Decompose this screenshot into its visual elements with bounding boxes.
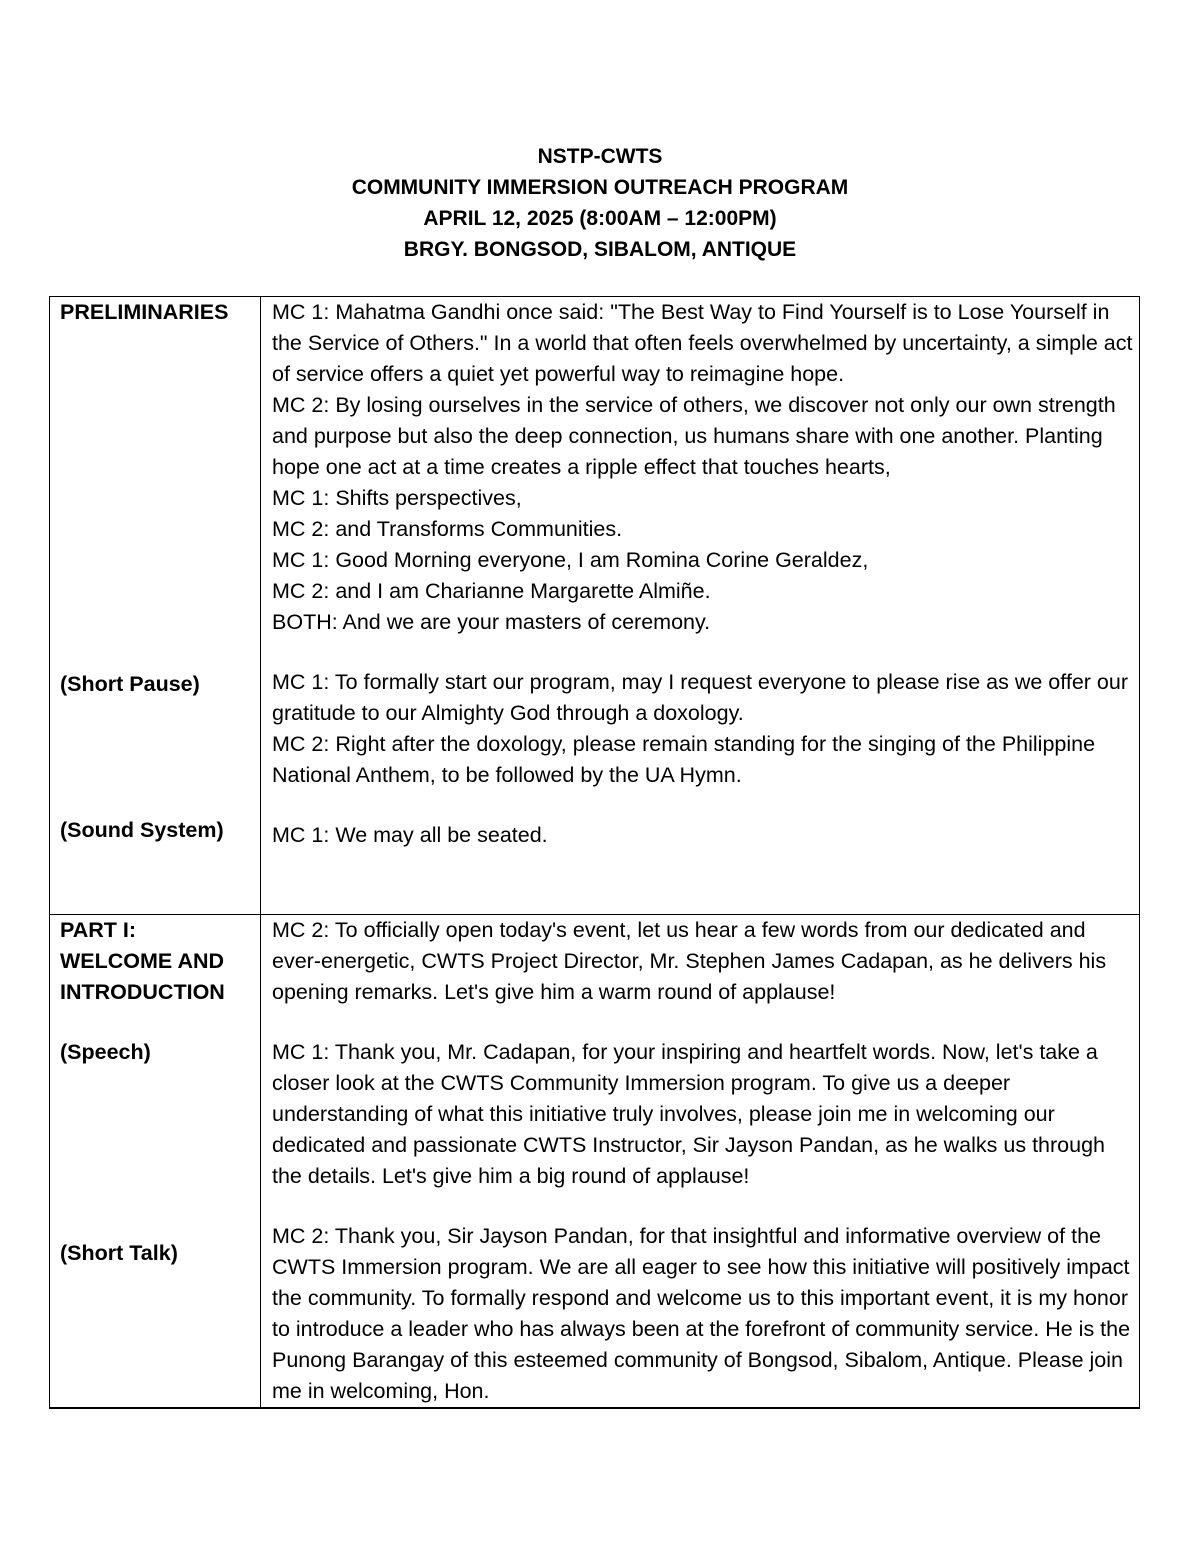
program-script-table	[49, 296, 1140, 1409]
table-row-part1	[50, 915, 1140, 1409]
script-line: MC 2: and Transforms Communities.	[272, 517, 623, 541]
script-line: MC 1: Mahatma Gandhi once said: "The Best Way to Find Yourself is to Lose Yourself in the Service of Others." In a world that often feels overwhelmed by uncertainty, a simple act of service offers a quiet yet powerful way to reimagine hope.	[272, 300, 1133, 386]
script-line: MC 2: Right after the doxology, please remain standing for the singing of the Philippine National Anthem, to be followed by the UA Hymn.	[272, 732, 1096, 787]
header-venue: BRGY. BONGSOD, SIBALOM, ANTIQUE	[403, 238, 797, 261]
paragraph-spacer	[272, 638, 1133, 667]
header-date-time: APRIL 12, 2025 (8:00AM – 12:00PM)	[423, 207, 777, 230]
paragraph-spacer	[272, 791, 1133, 820]
paragraph-spacer	[272, 1192, 1133, 1221]
part1-label-introduction: INTRODUCTION	[60, 980, 225, 1004]
preliminaries-script-cell	[261, 297, 1140, 915]
document-header	[0, 141, 1200, 265]
cue-sound-system: (Sound System)	[60, 818, 224, 842]
script-line: MC 1: Shifts perspectives,	[272, 486, 522, 510]
part1-label-welcome: WELCOME AND	[60, 949, 225, 973]
part1-script-cell	[261, 915, 1140, 1409]
script-line: MC 1: We may all be seated.	[272, 823, 548, 847]
preliminaries-label: PRELIMINARIES	[60, 300, 229, 324]
header-program-name: COMMUNITY IMMERSION OUTREACH PROGRAM	[351, 176, 849, 199]
script-line: MC 2: and I am Charianne Margarette Almiñe.	[272, 579, 711, 603]
script-line: MC 2: By losing ourselves in the service of others, we discover not only our own strength and purpose but also the deep connection, us humans share with one another. Planting hope one act at a time creates a ripple effect that touches hearts,	[272, 393, 1116, 479]
cue-speech: (Speech)	[60, 1040, 151, 1064]
cue-short-pause: (Short Pause)	[60, 672, 200, 696]
script-line: MC 2: To officially open today's event, let us hear a few words from our dedicated and ever-energetic, CWTS Project Director, Mr. Stephen James Cadapan, as he delivers his opening remarks. Let's give him a warm round of applause!	[272, 918, 1107, 1004]
table-row-preliminaries	[50, 297, 1140, 915]
script-line: MC 1: To formally start our program, may I request everyone to please rise as we offer our gratitude to our Almighty God through a doxology.	[272, 670, 1128, 725]
part1-label-cell	[50, 915, 261, 1409]
script-line: MC 2: Thank you, Sir Jayson Pandan, for that insightful and informative overview of the CWTS Immersion program. We are all eager to see how this initiative will positively impact the community. To formally respond and welcome us to this important event, it is my honor to introduce a leader who has always been at the forefront of community service. He is the Punong Barangay of this esteemed community of Bongsod, Sibalom, Antique. Please join me in welcoming, Hon.	[272, 1224, 1131, 1403]
cue-short-talk: (Short Talk)	[60, 1241, 178, 1265]
script-line: BOTH: And we are your masters of ceremony.	[272, 610, 711, 634]
paragraph-spacer	[272, 1008, 1133, 1037]
header-title: NSTP-CWTS	[537, 145, 663, 168]
part1-label: PART I:	[60, 918, 137, 942]
script-line: MC 1: Good Morning everyone, I am Romina Corine Geraldez,	[272, 548, 869, 572]
script-line: MC 1: Thank you, Mr. Cadapan, for your inspiring and heartfelt words. Now, let's take a closer look at the CWTS Community Immersion program. To give us a deeper understanding of what this initiative truly involves, please join me in welcoming our dedicated and passionate CWTS Instructor, Sir Jayson Pandan, as he walks us through the details. Let's give him a big round of applause!	[272, 1040, 1105, 1188]
preliminaries-label-cell	[50, 297, 261, 915]
